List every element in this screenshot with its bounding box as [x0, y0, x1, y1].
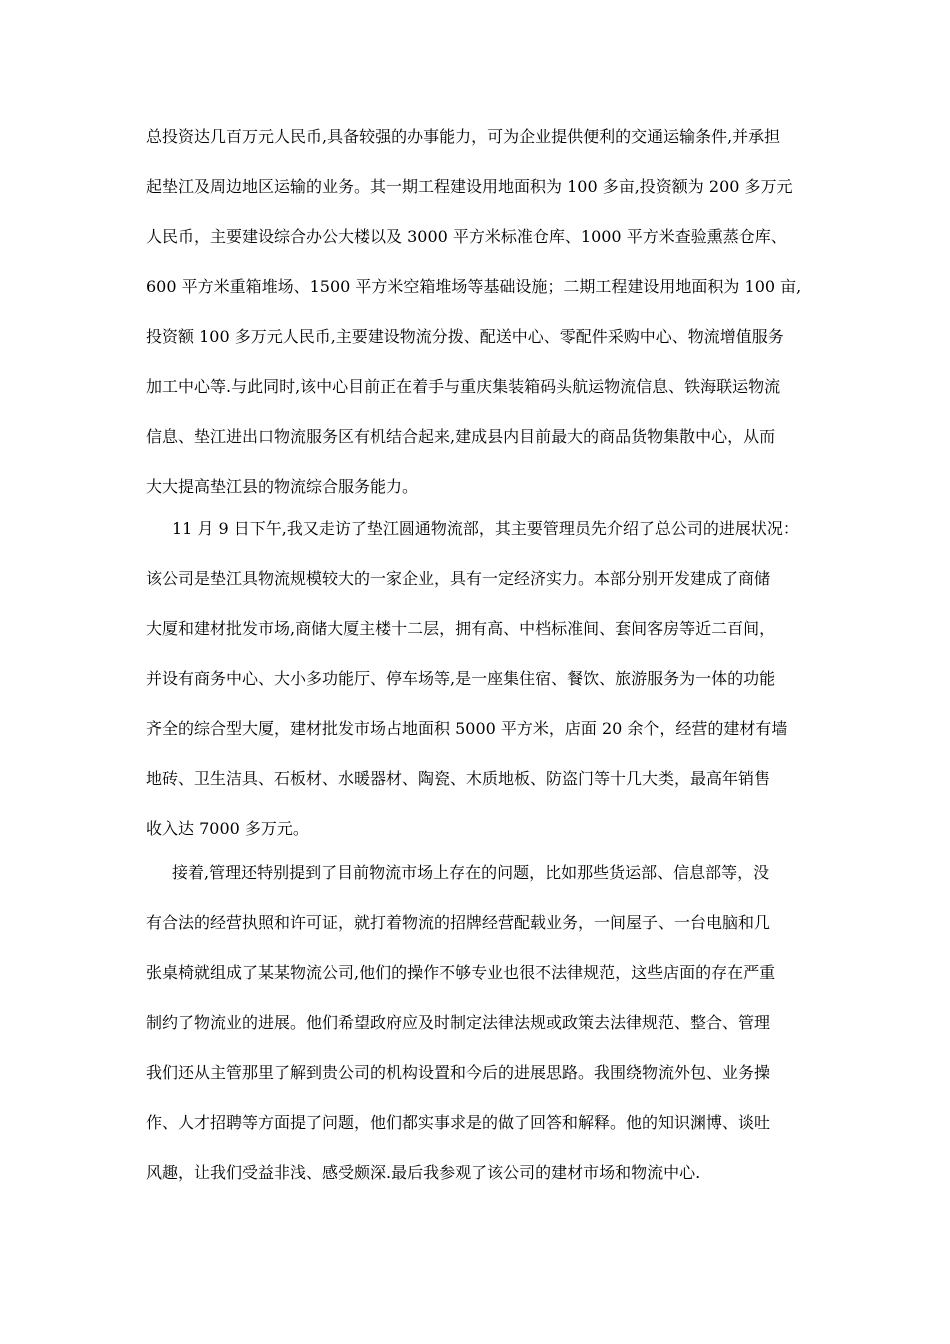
text-line: 有合法的经营执照和许可证，就打着物流的招牌经营配载业务，一间屋子、一台电脑和几 — [146, 913, 771, 932]
text-line: 600 平方米重箱堆场、1500 平方米空箱堆场等基础设施；二期工程建设用地面积为 100 亩, — [146, 277, 802, 296]
text-line: 11 月 9 日下午,我又走访了垫江圆通物流部，其主要管理员先介绍了总公司的进展状况： — [172, 519, 799, 538]
text-line: 制约了物流业的进展。他们希望政府应及时制定法律法规或政策去法律规范、整合、管理 — [146, 1013, 771, 1032]
text-line: 加工中心等.与此同时,该中心目前正在着手与重庆集装箱码头航运物流信息、铁海联运物流 — [146, 377, 781, 396]
text-line: 投资额 100 多万元人民币,主要建设物流分拨、配送中心、零配件采购中心、物流增值服务 — [146, 327, 784, 346]
text-line: 风趣，让我们受益非浅、感受颇深.最后我参观了该公司的建材市场和物流中心. — [146, 1163, 701, 1182]
text-line: 收入达 7000 多万元。 — [146, 819, 309, 838]
text-line: 地砖、卫生洁具、石板材、水暖器材、陶瓷、木质地板、防盗门等十几大类，最高年销售 — [146, 769, 771, 788]
text-line: 齐全的综合型大厦，建材批发市场占地面积 5000 平方米，店面 20 余个，经营的建材有墙 — [146, 719, 788, 738]
text-line: 张桌椅就组成了某某物流公司,他们的操作不够专业也很不法律规范，这些店面的存在严重 — [146, 963, 776, 982]
text-line: 起垫江及周边地区运输的业务。其一期工程建设用地面积为 100 多亩,投资额为 200 多万元 — [146, 177, 793, 196]
text-line: 接着,管理还特别提到了目前物流市场上存在的问题，比如那些货运部、信息部等，没 — [172, 863, 770, 882]
text-line: 作、人才招聘等方面提了问题，他们都实事求是的做了回答和解释。他的知识渊博、谈吐 — [146, 1113, 771, 1132]
text-line: 并设有商务中心、大小多功能厅、停车场等,是一座集住宿、餐饮、旅游服务为一体的功能 — [146, 669, 776, 688]
text-line: 总投资达几百万元人民币,具备较强的办事能力，可为企业提供便利的交通运输条件,并承担 — [146, 127, 781, 146]
text-line: 我们还从主管那里了解到贵公司的机构设置和今后的进展思路。我围绕物流外包、业务操 — [146, 1063, 771, 1082]
text-line: 人民币，主要建设综合办公大楼以及 3000 平方米标准仓库、1000 平方米查验熏蒸仓库、 — [146, 227, 787, 246]
text-line: 信息、垫江进出口物流服务区有机结合起来,建成县内目前最大的商品货物集散中心，从而 — [146, 427, 776, 446]
text-line: 该公司是垫江具物流规模较大的一家企业，具有一定经济实力。本部分别开发建成了商储 — [146, 569, 771, 588]
text-line: 大大提高垫江县的物流综合服务能力。 — [146, 477, 419, 496]
text-line: 大厦和建材批发市场,商储大厦主楼十二层，拥有高、中档标准间、套间客房等近二百间， — [146, 619, 776, 638]
